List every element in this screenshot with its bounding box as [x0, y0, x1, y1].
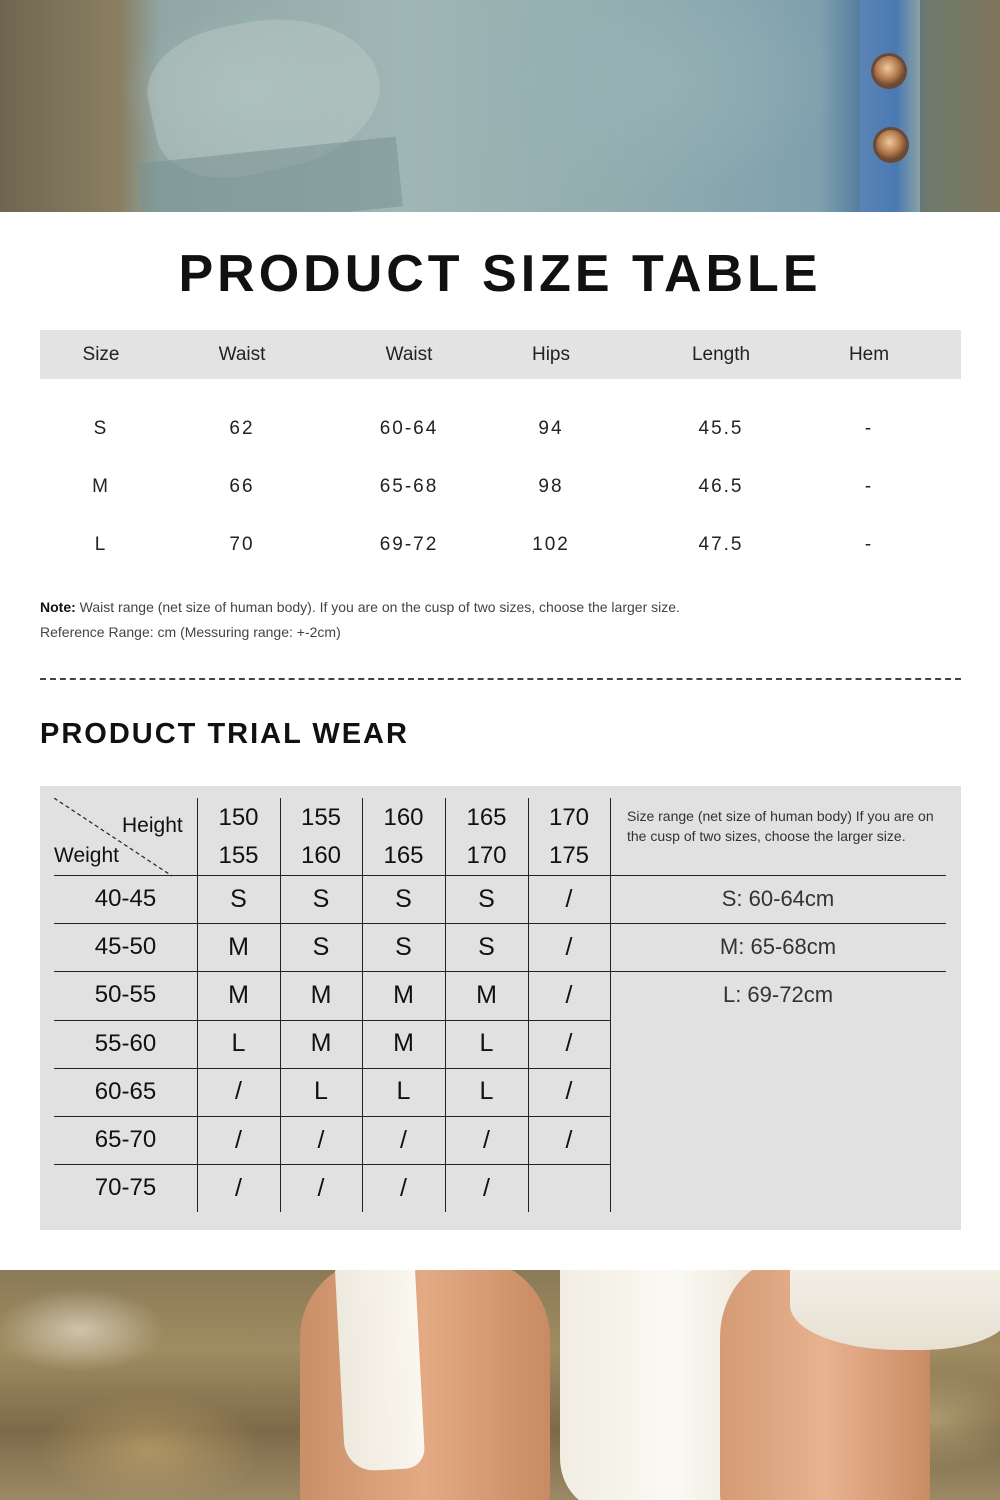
height-range-header	[445, 798, 528, 875]
recommended-size-cell: /	[317, 1173, 325, 1202]
recommended-size-cell: /	[565, 1077, 573, 1106]
size-row	[40, 400, 961, 458]
size-range-cell: L: 69-72cm	[722, 982, 834, 1008]
weight-range-cell: 40-45	[94, 885, 157, 913]
size-cell: -	[864, 534, 874, 555]
top-product-photo	[0, 0, 1000, 212]
height-range-bottom: 155	[218, 841, 259, 869]
height-range-bottom: 160	[300, 841, 342, 869]
recommended-size-cell: /	[235, 1077, 242, 1106]
bottom-product-photo	[0, 1270, 1000, 1500]
height-range-top: 170	[548, 803, 590, 831]
height-range-bottom: 175	[548, 841, 590, 869]
recommended-size-cell: L	[231, 1029, 246, 1058]
shirt-button-icon	[876, 130, 906, 160]
size-header-cell: Hips	[531, 343, 571, 365]
recommended-size-cell: M	[310, 1029, 332, 1058]
recommended-size-cell: /	[400, 1173, 407, 1202]
size-cell: 66	[229, 476, 255, 497]
height-range-bottom: 165	[383, 841, 424, 869]
note-text: Waist range (net size of human body). If you are on the cusp of two sizes, choose the larger size.	[79, 599, 680, 615]
recommended-size-cell: /	[565, 1029, 573, 1058]
trial-wear-table	[40, 786, 961, 1230]
recommended-size-cell: /	[565, 884, 573, 913]
size-cell: 102	[532, 534, 570, 555]
recommended-size-cell: S	[395, 884, 412, 913]
height-range-header	[280, 798, 362, 875]
size-info-panel	[0, 212, 1000, 1270]
trial-wear-title: PRODUCT TRIAL WEAR	[40, 718, 409, 750]
recommended-size-cell: /	[235, 1125, 242, 1154]
weight-range-cell: 70-75	[94, 1174, 157, 1202]
size-header-cell: Size	[82, 343, 120, 365]
weight-range-cell: 45-50	[94, 933, 157, 961]
recommended-size-cell: S	[312, 932, 330, 961]
size-range-cell: M: 65-68cm	[719, 934, 837, 960]
recommended-size-cell: M	[228, 980, 249, 1009]
weight-range-cell: 60-65	[94, 1077, 157, 1105]
height-range-header	[528, 798, 610, 875]
size-cell: 60-64	[379, 418, 439, 439]
size-cell: -	[864, 418, 874, 439]
size-range-cell: S: 60-64cm	[721, 886, 835, 912]
recommended-size-cell: S	[312, 884, 330, 913]
note-label: Note:	[40, 599, 76, 615]
recommended-size-cell: M	[393, 1029, 414, 1058]
recommended-size-cell: L	[479, 1077, 494, 1106]
size-row	[40, 516, 961, 574]
recommended-size-cell: S	[478, 932, 495, 961]
recommended-size-cell: /	[565, 1125, 573, 1154]
size-cell: 46.5	[698, 476, 744, 497]
corner-height-label: Height	[122, 814, 183, 837]
corner-weight-label: Weight	[54, 844, 119, 867]
size-cell: M	[92, 476, 110, 497]
recommended-size-cell: M	[310, 980, 332, 1009]
size-header-cell: Hem	[848, 343, 890, 365]
height-range-top: 165	[466, 803, 507, 831]
page-title: PRODUCT SIZE TABLE	[178, 245, 822, 303]
size-cell: 65-68	[379, 476, 439, 497]
weight-range-cell: 50-55	[94, 981, 157, 1009]
section-divider	[40, 678, 961, 680]
size-cell: 70	[229, 534, 255, 555]
recommended-size-cell: M	[228, 932, 249, 961]
recommended-size-cell	[528, 1164, 610, 1212]
white-cloth	[335, 1270, 426, 1472]
height-range-top: 155	[300, 803, 342, 831]
height-range-top: 160	[383, 803, 424, 831]
size-row	[40, 458, 961, 516]
size-cell: 69-72	[379, 534, 439, 555]
recommended-size-cell: S	[478, 884, 495, 913]
size-table-body	[40, 400, 961, 574]
size-cell: -	[864, 476, 874, 497]
recommended-size-cell: L	[479, 1029, 494, 1058]
size-table-header	[40, 330, 961, 379]
size-range-info: Size range (net size of human body) If you are on the cusp of two sizes, choose the larger size.	[627, 808, 934, 844]
reference-range: Reference Range: cm (Messuring range: +-2cm)	[40, 624, 341, 640]
recommended-size-cell: /	[565, 980, 573, 1009]
size-cell: 62	[229, 418, 255, 439]
height-range-top: 150	[218, 803, 259, 831]
recommended-size-cell: S	[230, 884, 247, 913]
recommended-size-cell: /	[235, 1173, 242, 1202]
size-cell: 47.5	[698, 534, 744, 555]
height-range-header	[362, 798, 445, 875]
recommended-size-cell: /	[565, 932, 573, 961]
size-cell: L	[94, 534, 108, 555]
shirt-button-icon	[874, 56, 904, 86]
size-note	[40, 595, 680, 645]
weight-range-cell: 55-60	[94, 1029, 157, 1057]
recommended-size-cell: /	[483, 1173, 490, 1202]
height-range-bottom: 170	[466, 841, 507, 869]
recommended-size-cell: /	[400, 1125, 407, 1154]
size-cell: 45.5	[698, 418, 744, 439]
recommended-size-cell: S	[395, 932, 412, 961]
weight-range-cell: 65-70	[94, 1126, 157, 1154]
size-cell: S	[93, 418, 109, 439]
recommended-size-cell: M	[476, 980, 497, 1009]
recommended-size-cell: M	[393, 980, 414, 1009]
size-header-cell: Waist	[385, 343, 433, 365]
size-header-cell: Length	[691, 343, 751, 365]
size-header-cell: Waist	[218, 343, 266, 365]
size-cell: 98	[538, 476, 564, 497]
size-cell: 94	[538, 418, 564, 439]
recommended-size-cell: /	[483, 1125, 490, 1154]
recommended-size-cell: L	[314, 1077, 328, 1106]
height-range-header	[197, 798, 280, 875]
size-table	[40, 330, 961, 574]
shirt-placket	[860, 0, 920, 212]
recommended-size-cell: L	[396, 1077, 411, 1106]
recommended-size-cell: /	[317, 1125, 325, 1154]
